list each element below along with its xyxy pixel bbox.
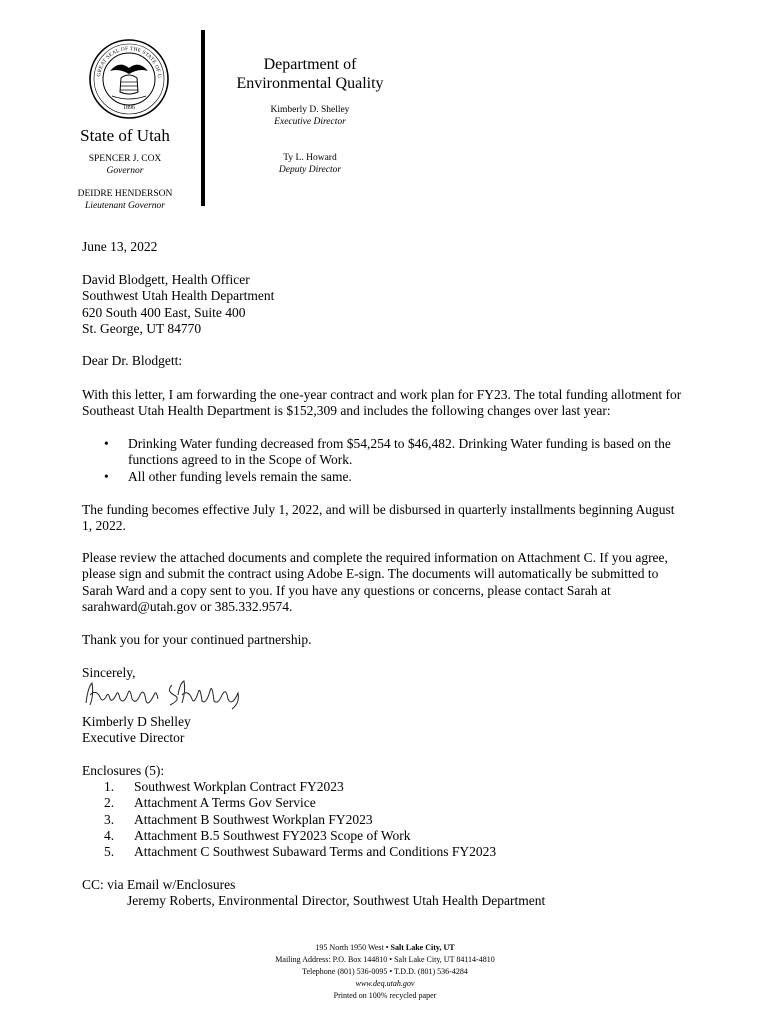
- letterhead-divider: [201, 30, 205, 206]
- list-item: [82, 844, 682, 860]
- enclosures-list: [82, 779, 682, 860]
- list-item: [82, 779, 682, 795]
- governor-block: [60, 153, 190, 177]
- enclosure-title: Attachment B.5 Southwest FY2023 Scope of Work: [134, 827, 411, 843]
- paragraph-thanks: Thank you for your continued partnership.: [82, 632, 312, 647]
- cc-recipient: Jeremy Roberts, Environmental Director, Southwest Utah Health Department: [127, 893, 546, 908]
- paragraph-effective-date: The funding becomes effective July 1, 2022, and will be disbursed in quarterly installments beginning August 1, 2022.: [82, 502, 675, 534]
- svg-text:THE GREAT SEAL OF THE STATE OF: GREAT SEAL OF THE STATE OF U: [96, 45, 163, 79]
- salutation: Dear Dr. Blodgett:: [82, 353, 183, 368]
- governor-title: Governor: [106, 166, 144, 176]
- exec-director-title: Executive Director: [274, 117, 346, 127]
- recipient-line: St. George, UT 84770: [82, 320, 202, 336]
- department-line2: Environmental Quality: [236, 75, 384, 92]
- funding-changes-list: [82, 436, 682, 485]
- recipient-address: [82, 272, 682, 337]
- enclosure-number: 3.: [104, 811, 115, 827]
- closing: Sincerely,: [82, 665, 136, 680]
- list-item: [82, 828, 682, 844]
- footer: [185, 942, 585, 1002]
- lt-governor-name: DEIDRE HENDERSON: [77, 189, 173, 199]
- paragraph-instructions: Please review the attached documents and complete the required information on Attachment C. If you agree, please sign and submit the contract using Adobe E-sign. The documents will automatically be submitted to Sarah Ward and a copy sent to you. If you have any questions or concerns, please contact Sarah at sarahward@utah.gov or 385.332.9574.: [82, 550, 668, 614]
- svg-text:1896: 1896: [123, 105, 135, 111]
- enclosure-number: 5.: [104, 844, 115, 860]
- footer-address-street: 195 North 1950 West •: [315, 943, 391, 952]
- signer-block: [82, 714, 682, 747]
- enclosure-title: Attachment A Terms Gov Service: [134, 795, 316, 811]
- list-item: [82, 795, 682, 811]
- exec-director-name: Kimberly D. Shelley: [270, 105, 350, 115]
- deputy-director-title: Deputy Director: [278, 165, 342, 175]
- paragraph-funding: With this letter, I am forwarding the one-year contract and work plan for FY23. The total funding allotment for Southeast Utah Health Department is $152,309 and includes the following changes over last year:: [82, 387, 682, 419]
- recipient-line: Southwest Utah Health Department: [82, 288, 275, 304]
- deputy-director-name: Ty L. Howard: [283, 153, 337, 163]
- department-line1: Department of: [263, 56, 357, 73]
- enclosure-title: Attachment B Southwest Workplan FY2023: [134, 811, 373, 827]
- list-item: [82, 812, 682, 828]
- department-name: [230, 55, 390, 93]
- enclosure-title: Attachment C Southwest Subaward Terms and Conditions FY2023: [134, 844, 497, 860]
- footer-telephone: Telephone (801) 536-0095 • T.D.D. (801) 536-4284: [302, 967, 468, 976]
- enclosure-number: 1.: [104, 779, 115, 794]
- footer-printed-note: Printed on 100% recycled paper: [333, 991, 437, 1000]
- footer-website[interactable]: www.deq.utah.gov: [355, 979, 415, 988]
- signer-name: Kimberly D Shelley: [82, 714, 191, 729]
- deputy-director-block: [230, 152, 390, 176]
- footer-address-city: Salt Lake City, UT: [390, 943, 455, 952]
- handwritten-signature: [82, 677, 252, 711]
- recipient-line: 620 South 400 East, Suite 400: [82, 304, 246, 320]
- lt-governor-title: Lieutenant Governor: [85, 201, 165, 211]
- letter-date: June 13, 2022: [82, 239, 158, 254]
- list-item: • Drinking Water funding decreased from $54,254 to $46,482. Drinking Water funding is based on the functions agreed to in the Scope of Work.: [82, 436, 682, 469]
- list-item: • All other funding levels remain the same.: [82, 469, 682, 485]
- cc-label: CC: via Email w/Enclosures: [82, 877, 236, 892]
- enclosure-title: Southwest Workplan Contract FY2023: [134, 779, 344, 794]
- enclosure-number: 2.: [104, 795, 115, 811]
- state-title: State of Utah: [80, 126, 170, 145]
- state-seal: [88, 38, 170, 120]
- enclosures-label: Enclosures (5):: [82, 763, 165, 778]
- signer-title: Executive Director: [82, 730, 185, 746]
- exec-director-block: [230, 104, 390, 128]
- recipient-line: David Blodgett, Health Officer: [82, 272, 250, 287]
- governor-name: SPENCER J. COX: [88, 154, 162, 164]
- enclosure-number: 4.: [104, 827, 115, 843]
- lt-governor-block: [60, 188, 190, 212]
- footer-mailing: Mailing Address: P.O. Box 144810 • Salt Lake City, UT 84114-4810: [275, 955, 495, 964]
- footer-address: [185, 942, 585, 954]
